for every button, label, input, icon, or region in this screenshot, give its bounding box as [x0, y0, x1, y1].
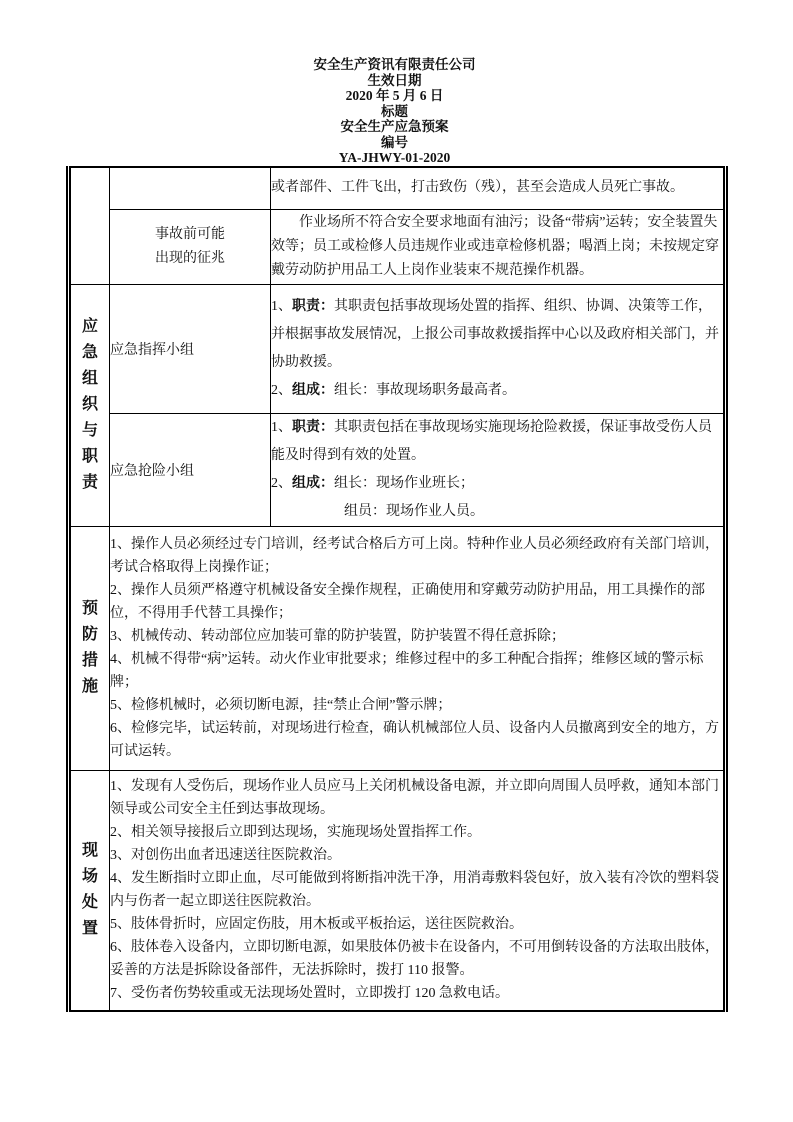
vertical-title-char: 急: [81, 344, 98, 361]
duty-label: 职责：: [292, 419, 334, 435]
list-item: 6、检修完毕，试运转前，对现场进行检查，确认机械部位人员、设备内人员撤离到安全的地方，方可试运转。: [110, 721, 719, 759]
item-number: 1、: [271, 419, 292, 435]
effective-date-label: 生效日期: [367, 72, 422, 88]
cell-rescue-group-content: [271, 413, 726, 526]
vertical-title-char: 预: [81, 600, 98, 617]
composition-text: 组长：现场作业班长；: [334, 475, 474, 491]
paragraph: 组员：现场作业人员。: [344, 503, 484, 519]
section-title-org: [71, 319, 109, 491]
list-item: 4、发生断指时立即止血，尽可能做到将断指冲洗干净，用消毒敷料袋包好，放入装有冷饮的塑料袋内与伤者一起立即送往医院救治。: [110, 871, 719, 910]
section-title-response: [71, 843, 109, 937]
composition-text: 组长：事故现场职务最高者。: [334, 382, 516, 398]
vertical-title-char: 职: [81, 448, 98, 465]
paragraph: 或者部件、工件飞出，打击致伤（残），甚至会造成人员死亡事故。: [271, 180, 684, 196]
section-title-prevention: [71, 601, 109, 695]
row-warning-signs: [69, 209, 726, 284]
duty-text: 其职责包括事故现场处置的指挥、组织、协调、决策等工作，并根据事故发展情况，上报公司事故救援指挥中心以及政府相关部门，并协助救援。: [271, 298, 719, 370]
row-rescue-group: [69, 413, 726, 526]
emergency-plan-table: [66, 166, 728, 1012]
cell-section-title-response: [69, 770, 110, 1011]
list-item: 2、操作人员须严格遵守机械设备安全操作规程，正确使用和穿戴劳动防护用品，用工具操作的部位，不得用手代替工具操作；: [110, 583, 705, 621]
row-continuation: [69, 167, 726, 209]
duty-text: 其职责包括在事故现场实施现场抢险救援，保证事故受伤人员能及时得到有效的处置。: [271, 419, 712, 463]
vertical-title-char: 现: [81, 842, 98, 860]
cell-prevention-content: [110, 526, 726, 770]
title-label: 标题: [381, 103, 408, 119]
vertical-title-char: 置: [81, 920, 98, 938]
paragraph: [271, 414, 723, 470]
doc-number-label: 编号: [381, 134, 408, 150]
cell-empty-label: [110, 167, 271, 209]
list-item: 4、机械不得带“病”运转。动火作业审批要求；维修过程中的多工种配合指挥；维修区域的警示标牌；: [110, 652, 704, 690]
cell-response-content: [110, 770, 726, 1011]
cell-rescue-group-label: [110, 413, 271, 526]
document-title: 安全生产应急预案: [340, 119, 449, 134]
list-item: 2、相关领导接报后立即到达现场，实施现场处置指挥工作。: [110, 825, 481, 841]
cell-section-title-prevention: [69, 526, 110, 770]
composition-label: 组成：: [292, 475, 334, 491]
document-header: [66, 57, 723, 166]
vertical-title-char: 与: [81, 422, 98, 439]
cell-section-title-org: [69, 284, 110, 526]
duty-label: 职责：: [292, 298, 334, 314]
row-prevention: [69, 526, 726, 770]
rescue-group-label: 应急抢险小组: [110, 463, 194, 479]
vertical-title-char: 处: [81, 894, 98, 912]
paragraph: [271, 470, 723, 498]
cell-continuation-content: [271, 167, 726, 209]
command-group-label: 应急指挥小组: [110, 342, 194, 358]
company-name: 安全生产资讯有限责任公司: [313, 57, 476, 72]
list-item: 5、肢体骨折时，应固定伤肢，用木板或平板抬运，送往医院救治。: [110, 917, 523, 933]
paragraph: 作业场所不符合安全要求地面有油污；设备“带病”运转；安全装置失效等；员工或检修人员违规作业或违章检修机器；喝酒上岗；未按规定穿戴劳动防护用品工人上岗作业装束不规范操作机器。: [271, 214, 719, 278]
row-response: [69, 770, 726, 1011]
paragraph: [271, 293, 723, 377]
cell-signs-label: [110, 209, 271, 284]
list-item: 1、发现有人受伤后，现场作业人员应马上关闭机械设备电源，并立即向周围人员呼救，通知本部门领导或公司安全主任到达事故现场。: [110, 779, 719, 818]
row-command-group: [69, 284, 726, 413]
cell-signs-content: [271, 209, 726, 284]
cell-command-group-label: [110, 284, 271, 413]
vertical-title-char: 施: [81, 678, 98, 695]
vertical-title-char: 组: [81, 370, 98, 387]
list-item: 7、受伤者伤势较重或无法现场处置时，立即拨打 120 急救电话。: [110, 986, 509, 1002]
cell-command-group-content: [271, 284, 726, 413]
list-item: 1、操作人员必须经过专门培训，经考试合格后方可上岗。特种作业人员必须经政府有关部门培训，考试合格取得上岗操作证；: [110, 537, 719, 575]
composition-label: 组成：: [292, 382, 334, 398]
item-number: 2、: [271, 475, 292, 491]
vertical-title-char: 应: [81, 318, 98, 335]
vertical-title-char: 防: [81, 626, 98, 643]
list-item: 5、检修机械时，必须切断电源，挂“禁止合闸”警示牌；: [110, 698, 452, 713]
vertical-title-char: 措: [81, 652, 98, 669]
signs-label-line1: 事故前可能: [155, 226, 225, 242]
item-number: 1、: [271, 298, 292, 314]
paragraph: [271, 377, 723, 405]
vertical-title-char: 织: [81, 396, 98, 413]
cell-section-title-empty: [69, 167, 110, 284]
doc-number: YA-JHWY-01-2020: [338, 150, 451, 165]
list-item: 6、肢体卷入设备内，立即切断电源，如果肢体仍被卡在设备内，不可用倒转设备的方法取出肢体，妥善的方法是拆除设备部件，无法拆除时，拨打 110 报警。: [110, 940, 719, 979]
vertical-title-char: 责: [81, 474, 98, 491]
list-item: 3、对创伤出血者迅速送往医院救治。: [110, 848, 341, 864]
effective-date: 2020 年 5 月 6 日: [345, 88, 444, 103]
list-item: 3、机械传动、转动部位应加装可靠的防护装置，防护装置不得任意拆除；: [110, 629, 565, 644]
item-number: 2、: [271, 382, 292, 398]
signs-label-line2: 出现的征兆: [155, 250, 225, 266]
vertical-title-char: 场: [81, 868, 98, 886]
